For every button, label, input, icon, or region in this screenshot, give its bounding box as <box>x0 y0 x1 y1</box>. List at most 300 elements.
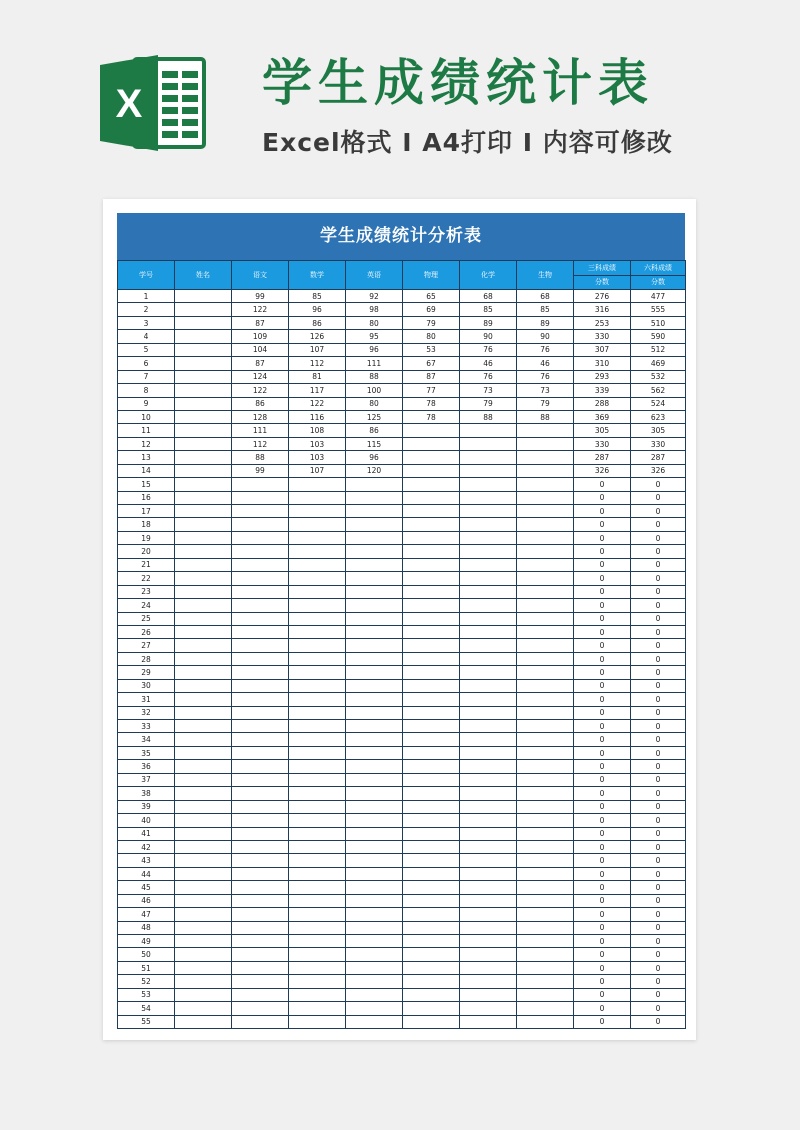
cell-three-total[interactable]: 339 <box>574 384 631 397</box>
cell-six-total[interactable]: 555 <box>631 303 686 316</box>
cell-six-total[interactable]: 0 <box>631 760 686 773</box>
cell-english[interactable] <box>346 961 403 974</box>
cell-physics[interactable] <box>403 773 460 786</box>
cell-english[interactable]: 88 <box>346 370 403 383</box>
cell-chemistry[interactable]: 85 <box>460 303 517 316</box>
cell-id[interactable]: 34 <box>118 733 175 746</box>
cell-english[interactable] <box>346 773 403 786</box>
cell-biology[interactable] <box>517 679 574 692</box>
cell-physics[interactable] <box>403 706 460 719</box>
cell-id[interactable]: 41 <box>118 827 175 840</box>
cell-six-total[interactable]: 0 <box>631 948 686 961</box>
cell-chemistry[interactable] <box>460 491 517 504</box>
cell-id[interactable]: 54 <box>118 1002 175 1015</box>
cell-english[interactable]: 120 <box>346 464 403 477</box>
cell-id[interactable]: 39 <box>118 800 175 813</box>
cell-name[interactable] <box>175 330 232 343</box>
cell-physics[interactable] <box>403 733 460 746</box>
cell-three-total[interactable]: 276 <box>574 290 631 303</box>
cell-chinese[interactable] <box>232 505 289 518</box>
cell-biology[interactable] <box>517 491 574 504</box>
cell-math[interactable]: 122 <box>289 397 346 410</box>
cell-physics[interactable] <box>403 518 460 531</box>
cell-english[interactable] <box>346 639 403 652</box>
cell-id[interactable]: 15 <box>118 478 175 491</box>
cell-chemistry[interactable]: 46 <box>460 357 517 370</box>
cell-english[interactable]: 100 <box>346 384 403 397</box>
cell-three-total[interactable]: 0 <box>574 1002 631 1015</box>
cell-math[interactable] <box>289 693 346 706</box>
cell-chinese[interactable] <box>232 988 289 1001</box>
cell-physics[interactable] <box>403 424 460 437</box>
cell-name[interactable] <box>175 410 232 423</box>
cell-chemistry[interactable] <box>460 975 517 988</box>
cell-math[interactable] <box>289 800 346 813</box>
cell-biology[interactable] <box>517 451 574 464</box>
cell-six-total[interactable]: 532 <box>631 370 686 383</box>
cell-math[interactable]: 108 <box>289 424 346 437</box>
cell-english[interactable] <box>346 585 403 598</box>
cell-chemistry[interactable] <box>460 612 517 625</box>
cell-chemistry[interactable] <box>460 961 517 974</box>
cell-physics[interactable] <box>403 881 460 894</box>
cell-chinese[interactable] <box>232 558 289 571</box>
cell-math[interactable]: 126 <box>289 330 346 343</box>
cell-six-total[interactable]: 562 <box>631 384 686 397</box>
cell-english[interactable]: 98 <box>346 303 403 316</box>
cell-chemistry[interactable]: 88 <box>460 410 517 423</box>
cell-math[interactable] <box>289 585 346 598</box>
cell-physics[interactable] <box>403 908 460 921</box>
cell-id[interactable]: 44 <box>118 867 175 880</box>
cell-biology[interactable] <box>517 948 574 961</box>
cell-chinese[interactable]: 104 <box>232 343 289 356</box>
cell-biology[interactable] <box>517 961 574 974</box>
cell-chemistry[interactable] <box>460 505 517 518</box>
cell-biology[interactable] <box>517 1002 574 1015</box>
cell-math[interactable] <box>289 505 346 518</box>
cell-chemistry[interactable] <box>460 585 517 598</box>
cell-english[interactable]: 111 <box>346 357 403 370</box>
cell-id[interactable]: 2 <box>118 303 175 316</box>
cell-id[interactable]: 45 <box>118 881 175 894</box>
cell-name[interactable] <box>175 343 232 356</box>
cell-english[interactable] <box>346 827 403 840</box>
cell-english[interactable] <box>346 854 403 867</box>
cell-three-total[interactable]: 0 <box>574 921 631 934</box>
cell-chemistry[interactable]: 89 <box>460 316 517 329</box>
cell-chemistry[interactable] <box>460 746 517 759</box>
cell-three-total[interactable]: 0 <box>574 935 631 948</box>
cell-name[interactable] <box>175 437 232 450</box>
cell-three-total[interactable]: 0 <box>574 948 631 961</box>
cell-chemistry[interactable]: 90 <box>460 330 517 343</box>
cell-chinese[interactable] <box>232 1002 289 1015</box>
cell-three-total[interactable]: 287 <box>574 451 631 464</box>
cell-math[interactable] <box>289 746 346 759</box>
cell-english[interactable] <box>346 760 403 773</box>
cell-six-total[interactable]: 326 <box>631 464 686 477</box>
cell-english[interactable] <box>346 800 403 813</box>
cell-english[interactable] <box>346 666 403 679</box>
cell-six-total[interactable]: 0 <box>631 585 686 598</box>
cell-biology[interactable] <box>517 935 574 948</box>
cell-chemistry[interactable] <box>460 840 517 853</box>
cell-physics[interactable]: 78 <box>403 397 460 410</box>
cell-chinese[interactable] <box>232 800 289 813</box>
cell-three-total[interactable]: 293 <box>574 370 631 383</box>
cell-physics[interactable] <box>403 572 460 585</box>
cell-chinese[interactable] <box>232 908 289 921</box>
cell-name[interactable] <box>175 760 232 773</box>
cell-biology[interactable] <box>517 800 574 813</box>
cell-math[interactable] <box>289 720 346 733</box>
cell-three-total[interactable]: 0 <box>574 558 631 571</box>
cell-math[interactable] <box>289 948 346 961</box>
cell-chemistry[interactable]: 76 <box>460 370 517 383</box>
cell-six-total[interactable]: 0 <box>631 531 686 544</box>
cell-id[interactable]: 9 <box>118 397 175 410</box>
cell-math[interactable]: 112 <box>289 357 346 370</box>
cell-english[interactable] <box>346 625 403 638</box>
cell-six-total[interactable]: 0 <box>631 733 686 746</box>
cell-id[interactable]: 22 <box>118 572 175 585</box>
cell-physics[interactable] <box>403 558 460 571</box>
cell-physics[interactable] <box>403 800 460 813</box>
cell-id[interactable]: 31 <box>118 693 175 706</box>
cell-math[interactable] <box>289 612 346 625</box>
cell-name[interactable] <box>175 545 232 558</box>
cell-chinese[interactable] <box>232 840 289 853</box>
cell-math[interactable] <box>289 961 346 974</box>
cell-biology[interactable] <box>517 599 574 612</box>
cell-three-total[interactable]: 0 <box>574 625 631 638</box>
cell-english[interactable] <box>346 572 403 585</box>
cell-biology[interactable]: 90 <box>517 330 574 343</box>
cell-physics[interactable] <box>403 612 460 625</box>
cell-chemistry[interactable] <box>460 693 517 706</box>
cell-biology[interactable] <box>517 437 574 450</box>
cell-chemistry[interactable] <box>460 545 517 558</box>
cell-physics[interactable]: 67 <box>403 357 460 370</box>
cell-name[interactable] <box>175 1002 232 1015</box>
cell-physics[interactable]: 80 <box>403 330 460 343</box>
cell-six-total[interactable]: 0 <box>631 988 686 1001</box>
cell-id[interactable]: 1 <box>118 290 175 303</box>
cell-chinese[interactable] <box>232 746 289 759</box>
cell-chinese[interactable] <box>232 773 289 786</box>
cell-chinese[interactable] <box>232 814 289 827</box>
cell-six-total[interactable]: 590 <box>631 330 686 343</box>
cell-id[interactable]: 49 <box>118 935 175 948</box>
cell-six-total[interactable]: 0 <box>631 572 686 585</box>
cell-biology[interactable] <box>517 988 574 1001</box>
cell-id[interactable]: 32 <box>118 706 175 719</box>
cell-id[interactable]: 51 <box>118 961 175 974</box>
cell-chinese[interactable] <box>232 666 289 679</box>
cell-math[interactable] <box>289 827 346 840</box>
cell-english[interactable]: 96 <box>346 343 403 356</box>
cell-name[interactable] <box>175 370 232 383</box>
cell-six-total[interactable]: 0 <box>631 746 686 759</box>
cell-six-total[interactable]: 0 <box>631 787 686 800</box>
cell-physics[interactable] <box>403 854 460 867</box>
cell-six-total[interactable]: 0 <box>631 518 686 531</box>
cell-id[interactable]: 37 <box>118 773 175 786</box>
cell-english[interactable]: 96 <box>346 451 403 464</box>
cell-chemistry[interactable]: 68 <box>460 290 517 303</box>
cell-name[interactable] <box>175 303 232 316</box>
cell-name[interactable] <box>175 518 232 531</box>
cell-six-total[interactable]: 0 <box>631 599 686 612</box>
cell-physics[interactable] <box>403 787 460 800</box>
cell-three-total[interactable]: 0 <box>574 961 631 974</box>
cell-chinese[interactable] <box>232 693 289 706</box>
cell-name[interactable] <box>175 840 232 853</box>
cell-math[interactable] <box>289 814 346 827</box>
cell-english[interactable] <box>346 948 403 961</box>
cell-id[interactable]: 30 <box>118 679 175 692</box>
cell-math[interactable] <box>289 572 346 585</box>
cell-three-total[interactable]: 330 <box>574 437 631 450</box>
cell-english[interactable] <box>346 720 403 733</box>
cell-math[interactable] <box>289 787 346 800</box>
cell-id[interactable]: 11 <box>118 424 175 437</box>
cell-name[interactable] <box>175 988 232 1001</box>
cell-english[interactable] <box>346 706 403 719</box>
cell-physics[interactable] <box>403 961 460 974</box>
cell-six-total[interactable]: 0 <box>631 894 686 907</box>
cell-physics[interactable] <box>403 948 460 961</box>
cell-chemistry[interactable] <box>460 908 517 921</box>
cell-three-total[interactable]: 0 <box>574 894 631 907</box>
cell-english[interactable] <box>346 894 403 907</box>
cell-english[interactable] <box>346 921 403 934</box>
cell-physics[interactable] <box>403 652 460 665</box>
cell-english[interactable] <box>346 558 403 571</box>
cell-biology[interactable] <box>517 975 574 988</box>
cell-three-total[interactable]: 0 <box>574 800 631 813</box>
cell-id[interactable]: 3 <box>118 316 175 329</box>
cell-id[interactable]: 12 <box>118 437 175 450</box>
cell-six-total[interactable]: 0 <box>631 612 686 625</box>
cell-math[interactable] <box>289 599 346 612</box>
cell-chinese[interactable] <box>232 827 289 840</box>
cell-chemistry[interactable] <box>460 760 517 773</box>
cell-english[interactable] <box>346 867 403 880</box>
cell-english[interactable] <box>346 746 403 759</box>
cell-three-total[interactable]: 0 <box>574 666 631 679</box>
cell-english[interactable] <box>346 908 403 921</box>
cell-chemistry[interactable] <box>460 720 517 733</box>
cell-physics[interactable]: 53 <box>403 343 460 356</box>
cell-biology[interactable] <box>517 625 574 638</box>
cell-physics[interactable] <box>403 814 460 827</box>
cell-chinese[interactable]: 87 <box>232 357 289 370</box>
cell-six-total[interactable]: 0 <box>631 706 686 719</box>
cell-english[interactable] <box>346 652 403 665</box>
cell-chemistry[interactable] <box>460 1002 517 1015</box>
cell-english[interactable]: 80 <box>346 316 403 329</box>
cell-three-total[interactable]: 0 <box>574 975 631 988</box>
cell-chemistry[interactable] <box>460 881 517 894</box>
cell-biology[interactable]: 73 <box>517 384 574 397</box>
cell-id[interactable]: 17 <box>118 505 175 518</box>
cell-three-total[interactable]: 0 <box>574 706 631 719</box>
cell-math[interactable]: 96 <box>289 303 346 316</box>
cell-english[interactable]: 80 <box>346 397 403 410</box>
cell-chinese[interactable] <box>232 854 289 867</box>
cell-chinese[interactable] <box>232 894 289 907</box>
cell-three-total[interactable]: 0 <box>574 787 631 800</box>
cell-name[interactable] <box>175 531 232 544</box>
cell-name[interactable] <box>175 961 232 974</box>
cell-physics[interactable]: 79 <box>403 316 460 329</box>
cell-physics[interactable] <box>403 585 460 598</box>
cell-biology[interactable]: 85 <box>517 303 574 316</box>
cell-name[interactable] <box>175 357 232 370</box>
cell-six-total[interactable]: 0 <box>631 840 686 853</box>
cell-name[interactable] <box>175 773 232 786</box>
cell-six-total[interactable]: 0 <box>631 975 686 988</box>
cell-six-total[interactable]: 0 <box>631 491 686 504</box>
cell-biology[interactable] <box>517 666 574 679</box>
cell-id[interactable]: 28 <box>118 652 175 665</box>
cell-chinese[interactable]: 112 <box>232 437 289 450</box>
cell-chinese[interactable]: 86 <box>232 397 289 410</box>
cell-chemistry[interactable] <box>460 827 517 840</box>
cell-three-total[interactable]: 0 <box>574 599 631 612</box>
cell-chinese[interactable] <box>232 935 289 948</box>
cell-chemistry[interactable] <box>460 518 517 531</box>
cell-three-total[interactable]: 0 <box>574 572 631 585</box>
cell-id[interactable]: 5 <box>118 343 175 356</box>
cell-physics[interactable] <box>403 464 460 477</box>
cell-id[interactable]: 24 <box>118 599 175 612</box>
cell-math[interactable]: 117 <box>289 384 346 397</box>
cell-name[interactable] <box>175 746 232 759</box>
cell-six-total[interactable]: 0 <box>631 558 686 571</box>
cell-chinese[interactable] <box>232 921 289 934</box>
cell-biology[interactable] <box>517 572 574 585</box>
cell-biology[interactable] <box>517 652 574 665</box>
cell-three-total[interactable]: 0 <box>574 773 631 786</box>
cell-english[interactable] <box>346 491 403 504</box>
cell-six-total[interactable]: 305 <box>631 424 686 437</box>
cell-chinese[interactable]: 109 <box>232 330 289 343</box>
cell-biology[interactable]: 68 <box>517 290 574 303</box>
cell-math[interactable] <box>289 894 346 907</box>
cell-id[interactable]: 33 <box>118 720 175 733</box>
cell-chinese[interactable]: 128 <box>232 410 289 423</box>
cell-math[interactable]: 103 <box>289 451 346 464</box>
cell-math[interactable]: 107 <box>289 464 346 477</box>
cell-english[interactable] <box>346 1002 403 1015</box>
cell-id[interactable]: 20 <box>118 545 175 558</box>
cell-name[interactable] <box>175 854 232 867</box>
cell-chinese[interactable] <box>232 599 289 612</box>
cell-id[interactable]: 10 <box>118 410 175 423</box>
cell-chinese[interactable] <box>232 787 289 800</box>
cell-biology[interactable] <box>517 760 574 773</box>
cell-name[interactable] <box>175 935 232 948</box>
cell-english[interactable]: 92 <box>346 290 403 303</box>
cell-physics[interactable] <box>403 975 460 988</box>
cell-biology[interactable] <box>517 1015 574 1028</box>
cell-chinese[interactable]: 99 <box>232 290 289 303</box>
cell-three-total[interactable]: 0 <box>574 585 631 598</box>
cell-name[interactable] <box>175 625 232 638</box>
cell-name[interactable] <box>175 814 232 827</box>
cell-three-total[interactable]: 0 <box>574 478 631 491</box>
cell-name[interactable] <box>175 800 232 813</box>
cell-english[interactable]: 86 <box>346 424 403 437</box>
cell-biology[interactable] <box>517 693 574 706</box>
cell-three-total[interactable]: 0 <box>574 746 631 759</box>
cell-name[interactable] <box>175 424 232 437</box>
cell-three-total[interactable]: 316 <box>574 303 631 316</box>
cell-six-total[interactable]: 0 <box>631 908 686 921</box>
cell-physics[interactable] <box>403 693 460 706</box>
cell-math[interactable] <box>289 760 346 773</box>
cell-biology[interactable] <box>517 424 574 437</box>
cell-id[interactable]: 36 <box>118 760 175 773</box>
cell-biology[interactable] <box>517 558 574 571</box>
cell-three-total[interactable]: 330 <box>574 330 631 343</box>
cell-three-total[interactable]: 0 <box>574 505 631 518</box>
cell-id[interactable]: 38 <box>118 787 175 800</box>
cell-name[interactable] <box>175 639 232 652</box>
cell-six-total[interactable]: 0 <box>631 800 686 813</box>
cell-english[interactable] <box>346 733 403 746</box>
cell-chemistry[interactable] <box>460 854 517 867</box>
cell-biology[interactable]: 79 <box>517 397 574 410</box>
cell-three-total[interactable]: 310 <box>574 357 631 370</box>
cell-six-total[interactable]: 287 <box>631 451 686 464</box>
cell-three-total[interactable]: 0 <box>574 1015 631 1028</box>
cell-math[interactable] <box>289 867 346 880</box>
cell-chemistry[interactable] <box>460 572 517 585</box>
cell-three-total[interactable]: 0 <box>574 827 631 840</box>
cell-six-total[interactable]: 0 <box>631 639 686 652</box>
cell-chemistry[interactable] <box>460 464 517 477</box>
cell-name[interactable] <box>175 316 232 329</box>
cell-three-total[interactable]: 0 <box>574 679 631 692</box>
cell-math[interactable] <box>289 491 346 504</box>
cell-name[interactable] <box>175 451 232 464</box>
cell-id[interactable]: 25 <box>118 612 175 625</box>
cell-math[interactable] <box>289 706 346 719</box>
cell-math[interactable] <box>289 988 346 1001</box>
cell-chemistry[interactable] <box>460 531 517 544</box>
cell-math[interactable] <box>289 733 346 746</box>
cell-physics[interactable] <box>403 840 460 853</box>
cell-math[interactable] <box>289 975 346 988</box>
cell-chemistry[interactable] <box>460 652 517 665</box>
cell-biology[interactable]: 88 <box>517 410 574 423</box>
cell-chemistry[interactable] <box>460 733 517 746</box>
cell-six-total[interactable]: 0 <box>631 1002 686 1015</box>
cell-id[interactable]: 55 <box>118 1015 175 1028</box>
cell-chemistry[interactable] <box>460 451 517 464</box>
cell-english[interactable] <box>346 505 403 518</box>
cell-english[interactable] <box>346 545 403 558</box>
cell-biology[interactable] <box>517 518 574 531</box>
cell-id[interactable]: 14 <box>118 464 175 477</box>
cell-six-total[interactable]: 512 <box>631 343 686 356</box>
cell-three-total[interactable]: 0 <box>574 652 631 665</box>
cell-six-total[interactable]: 0 <box>631 666 686 679</box>
